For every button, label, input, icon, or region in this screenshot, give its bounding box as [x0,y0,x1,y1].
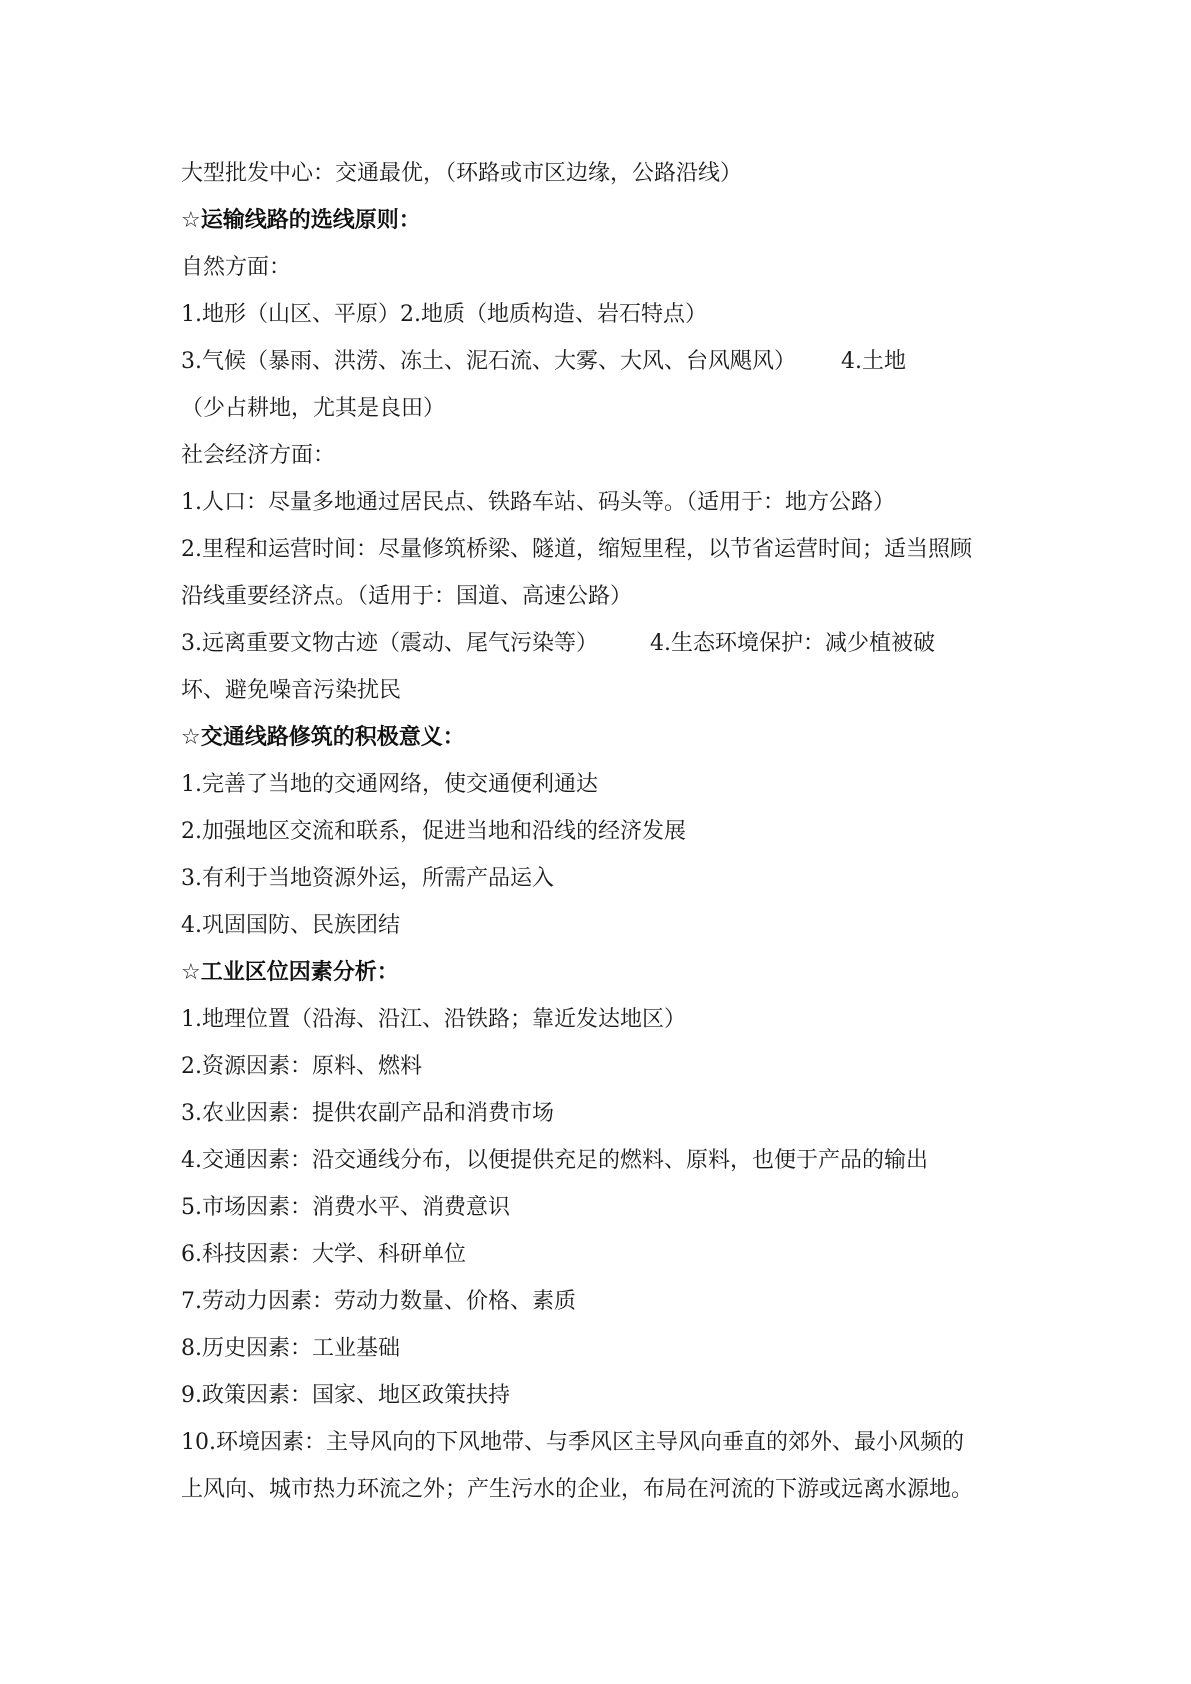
text-line [181,902,1031,949]
text-line [181,1278,1031,1325]
line-text: 2.里程和运营时间：尽量修筑桥梁、隧道，缩短里程，以节省运营时间；适当照顾 [181,537,972,562]
heading-text: ☆工业区位因素分析： [181,960,399,985]
heading-text: ☆运输线路的选线原则： [181,208,421,233]
line-text: 10.环境因素：主导风向的下风地带、与季风区主导风向垂直的郊外、最小风频的 [181,1430,964,1455]
text-line [181,526,1031,573]
line-text: 3.有利于当地资源外运，所需产品运入 [181,866,554,891]
section-heading [181,714,1031,761]
text-line [181,996,1031,1043]
line-text: 3.气候（暴雨、洪涝、冻土、泥石流、大雾、大风、台风飓风） [181,349,796,374]
text-line [181,1419,1031,1466]
line-text: 7.劳动力因素：劳动力数量、价格、素质 [181,1289,576,1314]
heading-text: ☆交通线路修筑的积极意义： [181,725,465,750]
text-line [181,1184,1031,1231]
text-line [181,573,1031,620]
text-line [181,761,1031,808]
text-line [181,291,1031,338]
text-line [181,1231,1031,1278]
text-line [181,1137,1031,1184]
line-text: 1.完善了当地的交通网络，使交通便利通达 [181,772,598,797]
text-line [181,667,1031,714]
line-text: 坏、避免噪音污染扰民 [181,678,402,703]
line-text: 9.政策因素：国家、地区政策扶持 [181,1383,510,1408]
line-text-right: 4.土地 [841,349,906,374]
text-line [181,1372,1031,1419]
text-line [181,479,1031,526]
line-text: 4.巩固国防、民族团结 [181,913,400,938]
line-text: 2.加强地区交流和联系，促进当地和沿线的经济发展 [181,819,686,844]
text-line [181,1043,1031,1090]
text-line [181,1325,1031,1372]
line-text: 1.地形（山区、平原）2.地质（地质构造、岩石特点） [181,302,707,327]
line-text: 5.市场因素：消费水平、消费意识 [181,1195,510,1220]
line-text: 1.地理位置（沿海、沿江、沿铁路；靠近发达地区） [181,1007,686,1032]
text-line [181,150,1031,197]
line-text: 8.历史因素：工业基础 [181,1336,400,1361]
text-line [181,244,1031,291]
line-text: 1.人口：尽量多地通过居民点、铁路车站、码头等。（适用于：地方公路） [181,490,895,515]
line-text: 大型批发中心：交通最优，（环路或市区边缘，公路沿线） [181,161,743,186]
text-line [181,808,1031,855]
line-text: 上风向、城市热力环流之外；产生污水的企业，布局在河流的下游或远离水源地。 [181,1477,974,1502]
text-line [181,338,1031,385]
line-text-right: 4.生态环境保护：减少植被破 [650,631,935,656]
section-heading [181,949,1031,996]
line-text: 4.交通因素：沿交通线分布，以便提供充足的燃料、原料，也便于产品的输出 [181,1148,928,1173]
line-text: 3.农业因素：提供农副产品和消费市场 [181,1101,554,1126]
text-line [181,1466,1031,1513]
section-heading [181,197,1031,244]
text-line [181,432,1031,479]
line-text: 自然方面： [181,255,292,280]
text-line [181,620,1031,667]
line-text: 6.科技因素：大学、科研单位 [181,1242,466,1267]
document-body [181,150,1031,1513]
line-text: 2.资源因素：原料、燃料 [181,1054,422,1079]
text-line [181,385,1031,432]
text-line [181,1090,1031,1137]
line-text: 3.远离重要文物古迹（震动、尾气污染等） [181,631,598,656]
line-text: 沿线重要经济点。（适用于：国道、高速公路） [181,584,633,609]
line-text: 社会经济方面： [181,443,336,468]
line-text: （少占耕地，尤其是良田） [181,396,446,421]
text-line [181,855,1031,902]
